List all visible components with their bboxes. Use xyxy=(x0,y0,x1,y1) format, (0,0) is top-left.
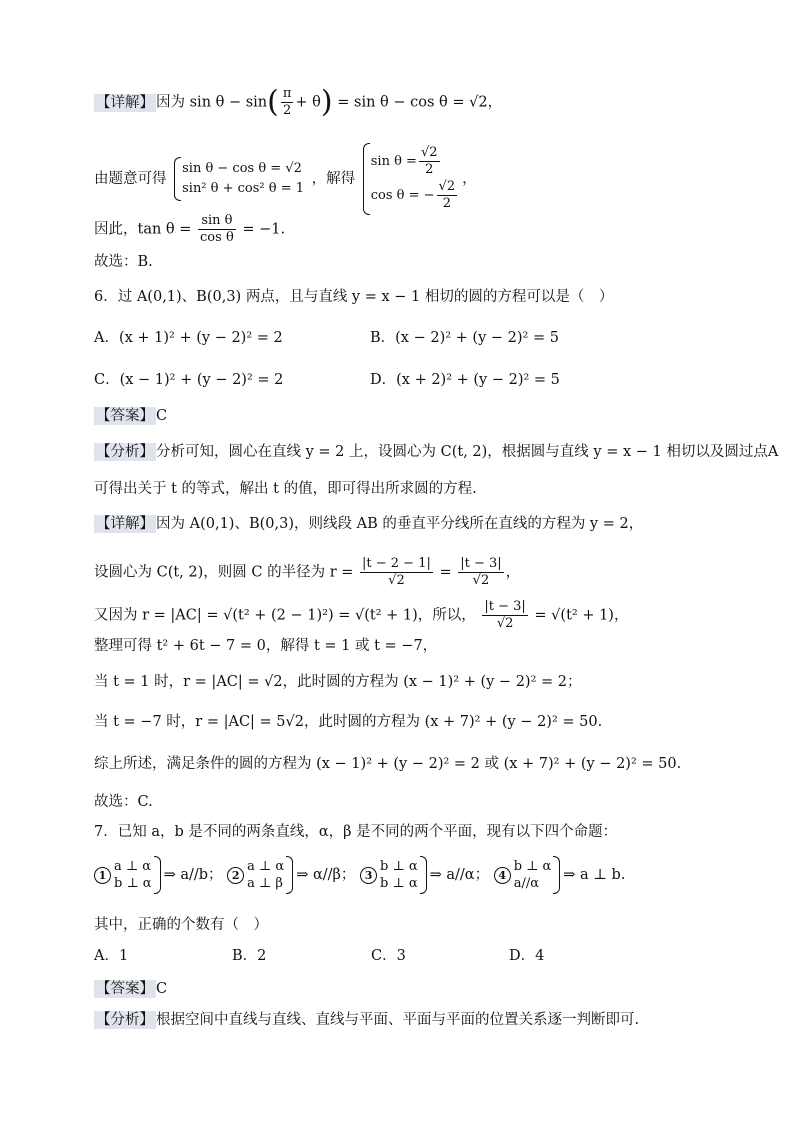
detail-tag-q6: 【详解】 xyxy=(96,516,154,532)
choose-b: 故选：B. xyxy=(94,254,153,270)
q6-answer: C xyxy=(156,408,168,424)
q6-detail-text-1: 因为 A(0,1)、B(0,3)，则线段 AB 的垂直平分线所在直线的方程为 y = 2， xyxy=(156,516,644,532)
prop-4-result: ⇒ a ⊥ b. xyxy=(563,867,626,883)
condition-system xyxy=(174,159,304,199)
q6-detail-3-pre: 又因为 r = |AC| = √(t² + (2 − 1)²) = √(t² + 1)，所以， xyxy=(94,607,476,624)
prop-2-row-2: a ⊥ β xyxy=(247,876,283,891)
q6-option-d: D．(x + 2)² + (y − 2)² = 5 xyxy=(370,372,560,388)
pi-den: 2 xyxy=(283,103,292,118)
analysis-tag: 【分析】 xyxy=(96,444,154,460)
prop-1-row-1: a ⊥ α xyxy=(114,859,152,874)
tan-den: cos θ xyxy=(200,230,234,245)
q7-propositions xyxy=(94,858,734,892)
prop-3-row-1: b ⊥ α xyxy=(380,859,418,874)
system-line xyxy=(94,145,734,213)
analysis-tag-q7: 【分析】 xyxy=(96,1012,154,1028)
prop-3-result: ⇒ a//α； xyxy=(429,867,490,883)
q6-detail-line-2 xyxy=(94,556,734,589)
q6-answer-line xyxy=(94,407,734,425)
tan-num: sin θ xyxy=(198,213,236,230)
pi-num: π xyxy=(282,86,292,101)
sin-expression: sin θ − sin xyxy=(189,94,268,111)
detail-tag: 【详解】 xyxy=(96,94,154,111)
circle-number-3: 3 xyxy=(360,867,377,884)
prop-3-system xyxy=(380,858,427,892)
circle-number-1: 1 xyxy=(94,867,111,884)
cond-row-2: sin² θ + cos² θ = 1 xyxy=(182,181,305,196)
q6-detail-line-5: 当 t = 1 时，r = |AC| = √2，此时圆的方程为 (x − 1)² + (y − 2)² = 2； xyxy=(94,674,582,690)
r-num-1: |t − 2 − 1| xyxy=(362,556,431,571)
q6-detail-line-3 xyxy=(94,599,734,632)
prop-1-result: ⇒ a//b； xyxy=(163,867,223,883)
r-num-2: |t − 3| xyxy=(460,556,502,571)
answer-tag: 【答案】 xyxy=(96,408,154,424)
q6-analysis-text-1: 分析可知，圆心在直线 y = 2 上，设圆心为 C(t, 2)，根据圆与直线 y = x − 1 相切以及圆过点A xyxy=(156,444,779,460)
prop-1-row-2: b ⊥ α xyxy=(114,876,152,891)
pi-over-two xyxy=(281,86,294,119)
prop-2-row-1: a ⊥ α xyxy=(247,859,285,874)
q6-option-a: A．(x + 1)² + (y − 2)² = 2 xyxy=(94,330,283,346)
sol-row-2-lhs: cos θ = − xyxy=(370,188,435,203)
therefore-prefix: 因此，tan θ = xyxy=(94,221,192,238)
plus-theta: + θ xyxy=(295,94,321,111)
q6-detail-line-6: 当 t = −7 时，r = |AC| = 5√2，此时圆的方程为 (x + 7)² + (y − 2)² = 50. xyxy=(94,714,603,730)
sol-row-1-lhs: sin θ = xyxy=(370,154,417,169)
solution-system xyxy=(363,145,459,213)
q6-analysis-line-1 xyxy=(94,443,779,461)
sol-row-1-num: √2 xyxy=(420,145,438,160)
q6-detail-line-7: 综上所述，满足条件的圆的方程为 (x − 1)² + (y − 2)² = 2 或 (x + 7)² + (y − 2)² = 50. xyxy=(94,756,682,772)
solve-prefix: ，解得 xyxy=(311,171,356,187)
q6-choose: 故选：C. xyxy=(94,794,153,810)
r3-den: √2 xyxy=(496,616,514,631)
q7-option-d: D．4 xyxy=(509,948,545,964)
q7-option-c: C．3 xyxy=(371,948,406,964)
q7-analysis-line xyxy=(94,1011,734,1029)
q7-analysis-text: 根据空间中直线与直线、直线与平面、平面与平面的位置关系逐一判断即可. xyxy=(156,1012,640,1028)
prop-4-row-2: a//α xyxy=(513,876,539,891)
circle-number-4: 4 xyxy=(494,867,511,884)
r-equals: = xyxy=(439,564,452,581)
q7-answer: C xyxy=(156,981,168,997)
q6-stem: 6．过 A(0,1)、B(0,3) 两点，且与直线 y = x − 1 相切的圆的方程可以是（ ） xyxy=(94,289,614,305)
q7-stem: 7．已知 a，b 是不同的两条直线，α，β 是不同的两个平面，现有以下四个命题： xyxy=(94,824,618,840)
q6-analysis-line-2: 可得出关于 t 的等式，解出 t 的值，即可得出所求圆的方程. xyxy=(94,481,477,497)
sol-tail: ， xyxy=(462,171,477,187)
q6-detail-line-4: 整理可得 t² + 6t − 7 = 0，解得 t = 1 或 t = −7， xyxy=(94,638,438,654)
r3-num: |t − 3| xyxy=(484,599,526,614)
sol-row-2-num: √2 xyxy=(438,179,456,194)
q6-detail-3-tail: = √(t² + 1)， xyxy=(534,607,629,624)
answer-tag-q7: 【答案】 xyxy=(96,981,154,997)
rhs-expression: = sin θ − cos θ = √2 xyxy=(337,94,488,111)
q6-detail-2-pre: 设圆心为 C(t, 2)，则圆 C 的半径为 r = xyxy=(94,564,354,581)
q6-option-b: B．(x − 2)² + (y − 2)² = 5 xyxy=(370,330,559,346)
q6-detail-2-tail: ， xyxy=(505,564,521,581)
q7-answer-line xyxy=(94,980,734,998)
prop-3-row-2: b ⊥ α xyxy=(380,876,418,891)
tail-comma: ， xyxy=(487,94,503,111)
prop-2-result: ⇒ α//β； xyxy=(296,867,356,883)
q7-option-a: A．1 xyxy=(94,948,129,964)
r-den-1: √2 xyxy=(388,573,405,588)
therefore-line xyxy=(94,213,734,246)
intro-text: 因为 xyxy=(156,94,185,111)
cond-prefix: 由题意可得 xyxy=(94,171,167,187)
cond-row-1: sin θ − cos θ = √2 xyxy=(182,161,302,176)
q6-detail-line-1 xyxy=(94,515,734,533)
prop-1-system xyxy=(114,858,161,892)
prop-4-row-1: b ⊥ α xyxy=(513,859,552,874)
tan-result: = −1. xyxy=(242,221,286,238)
prop-4-system xyxy=(514,858,561,892)
sol-row-1-den: 2 xyxy=(425,162,434,177)
circle-number-2: 2 xyxy=(227,867,244,884)
sol-row-2-den: 2 xyxy=(442,196,451,211)
q7-option-b: B．2 xyxy=(232,948,267,964)
prop-2-system xyxy=(247,858,293,892)
q6-option-c: C．(x − 1)² + (y − 2)² = 2 xyxy=(94,372,284,388)
tan-fraction xyxy=(198,213,236,246)
q7-question: 其中，正确的个数有（ ） xyxy=(94,917,268,933)
r-den-2: √2 xyxy=(472,573,490,588)
detail-line-1: 【详解】 因为 sin θ − sin( $\frac{\pi}{2}$ + θ) = sin θ − cos θ = √2， xyxy=(96,84,503,120)
